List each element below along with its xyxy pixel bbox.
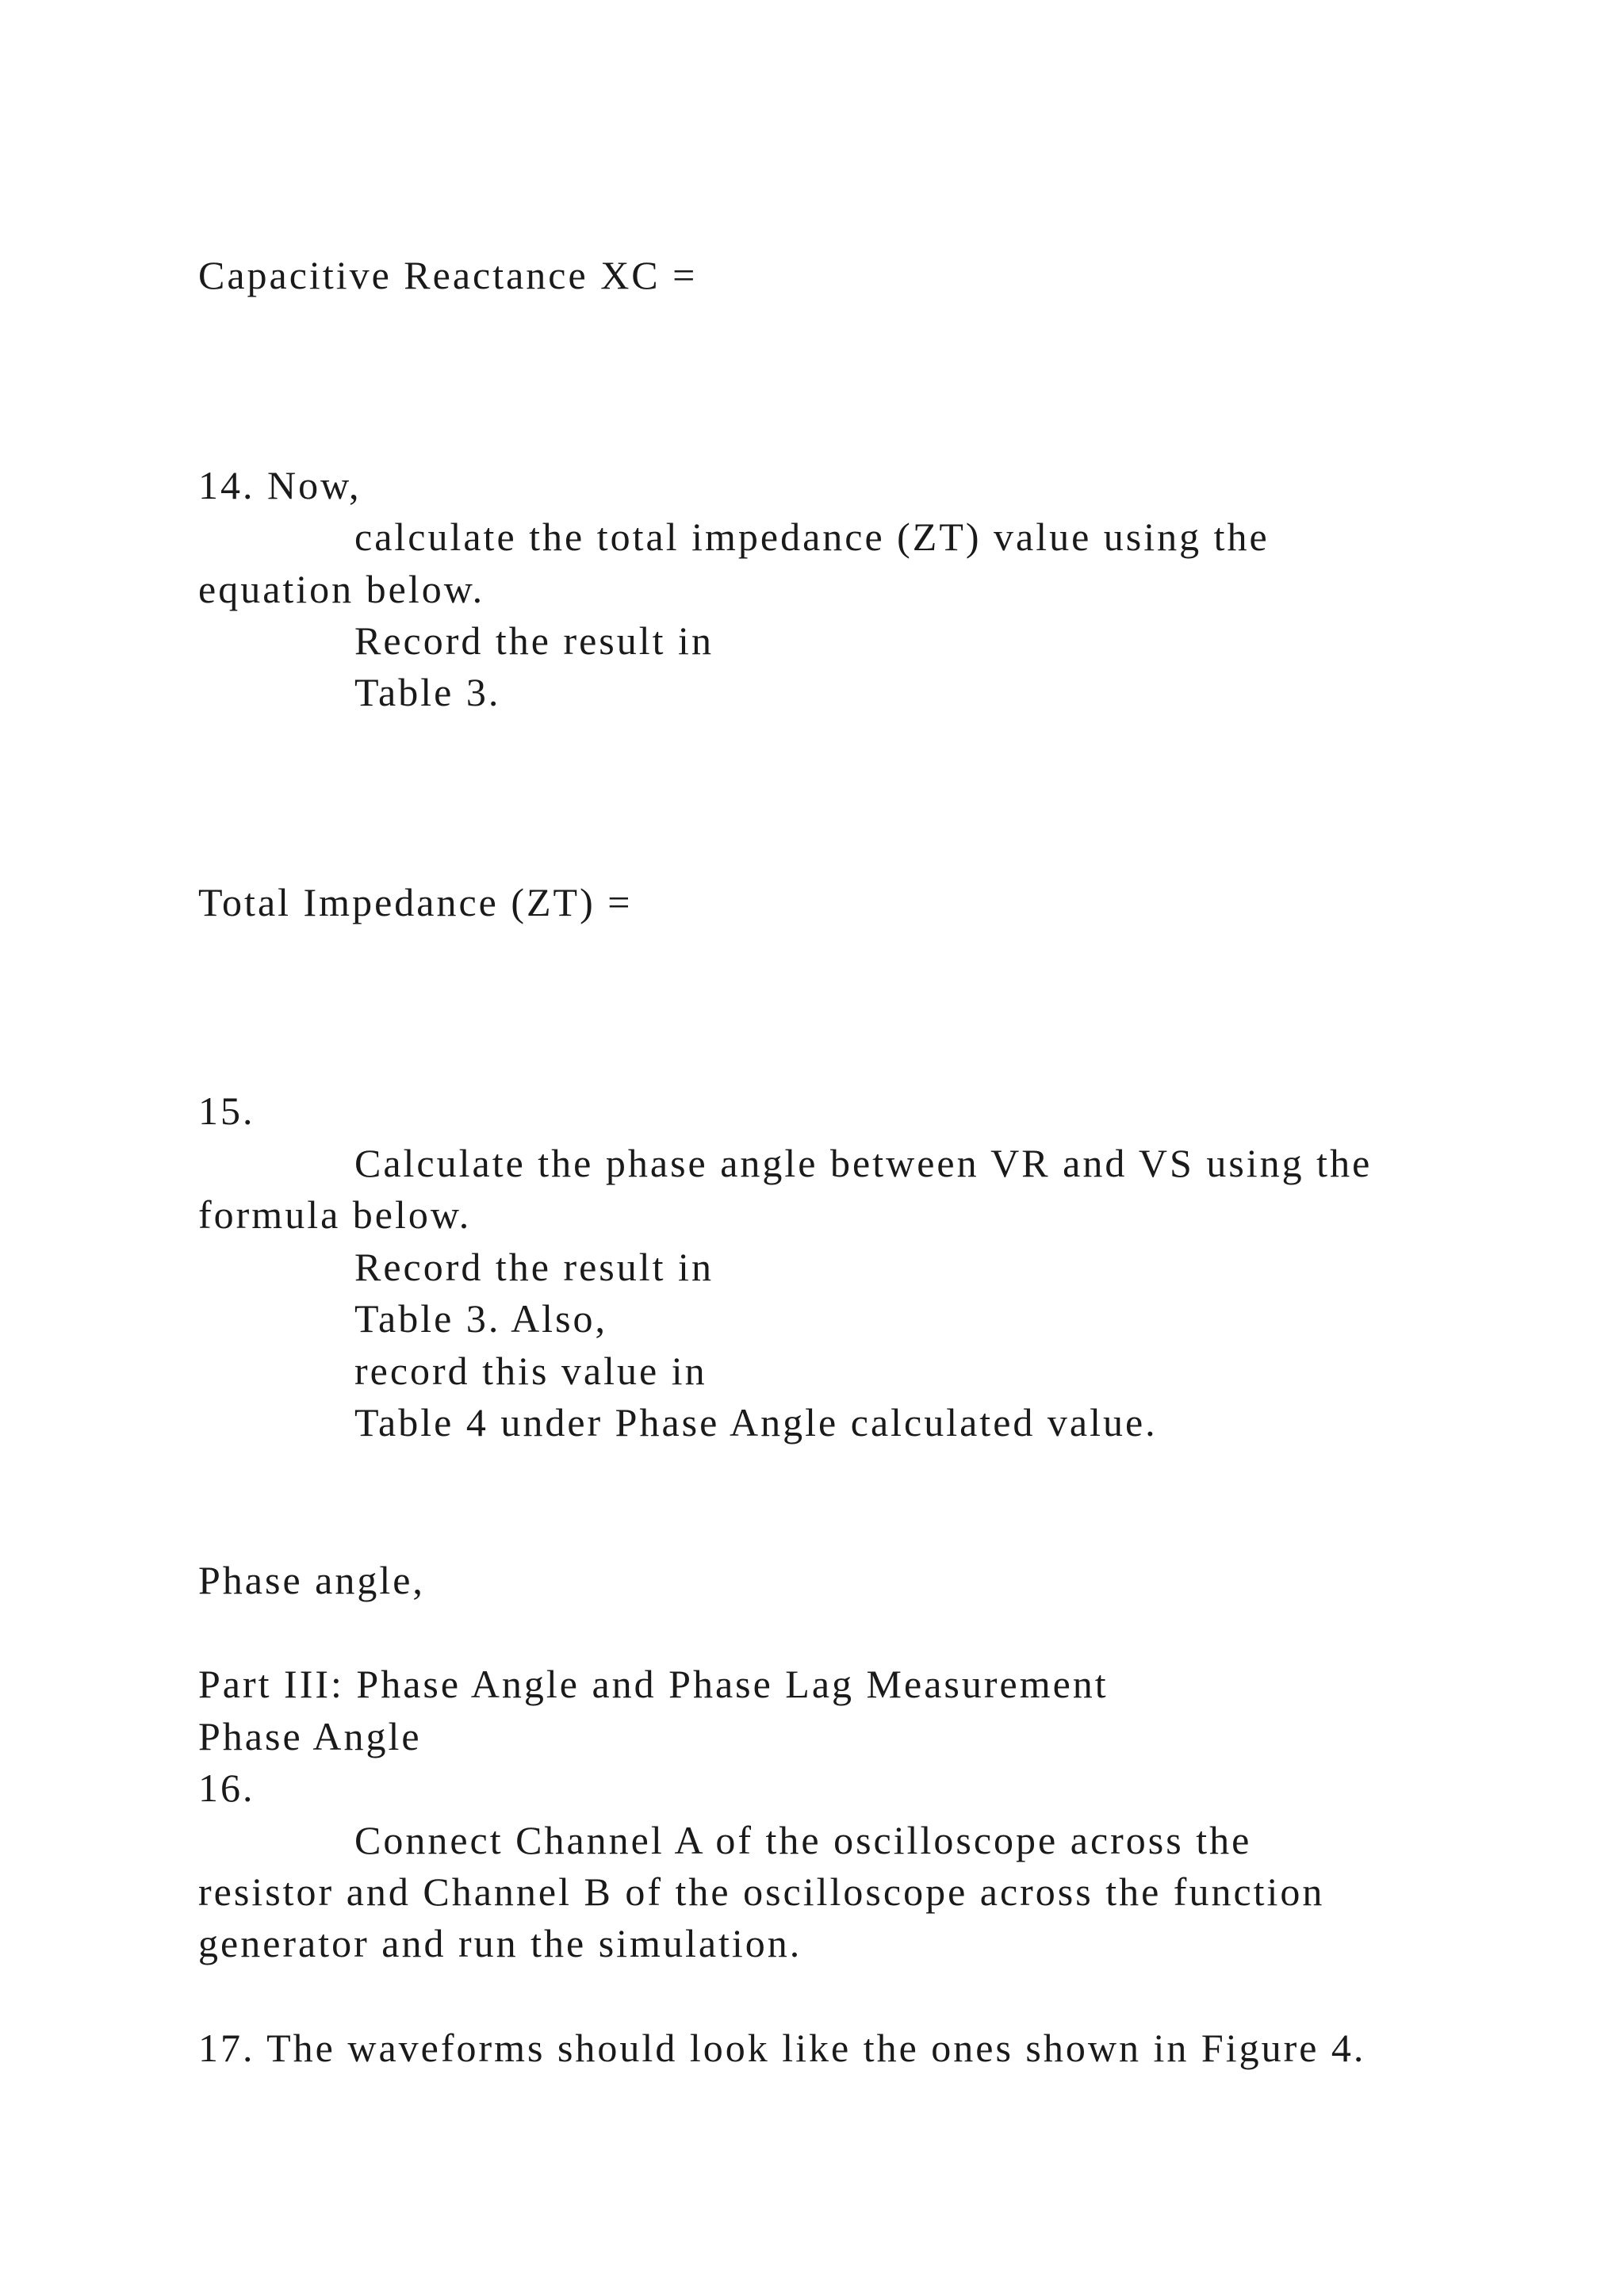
step-15-text-cont: formula below. (198, 1192, 472, 1237)
step-15-record-value: record this value in (354, 1349, 707, 1393)
step-16-number: 16. (198, 1766, 255, 1810)
step-14-text-cont: equation below. (198, 567, 485, 611)
step-15-text: Calculate the phase angle between VR and VS using the (354, 1141, 1373, 1185)
phase-angle-subheading: Phase Angle (198, 1714, 422, 1758)
step-14-record: Record the result in (354, 618, 714, 663)
step-16-text-end: generator and run the simulation. (198, 1921, 802, 1965)
capacitive-reactance-line: Capacitive Reactance XC = (198, 253, 698, 297)
step-15-number: 15. (198, 1089, 255, 1133)
step-14-text: calculate the total impedance (ZT) value using the (354, 515, 1270, 559)
part-3-heading: Part III: Phase Angle and Phase Lag Measurement (198, 1662, 1109, 1706)
step-15-table: Table 3. Also, (354, 1296, 608, 1341)
step-16-text: Connect Channel A of the oscilloscope across the (354, 1818, 1252, 1862)
step-17-text: 17. The waveforms should look like the ones shown in Figure 4. (198, 2026, 1366, 2070)
step-16-text-cont: resistor and Channel B of the oscilloscope across the function (198, 1869, 1325, 1914)
step-15-record: Record the result in (354, 1245, 714, 1289)
step-15-table-4: Table 4 under Phase Angle calculated value. (354, 1400, 1158, 1445)
step-14-table: Table 3. (354, 670, 501, 714)
phase-angle-line: Phase angle, (198, 1558, 425, 1602)
total-impedance-line: Total Impedance (ZT) = (198, 880, 633, 924)
step-14-number: 14. Now, (198, 463, 362, 507)
